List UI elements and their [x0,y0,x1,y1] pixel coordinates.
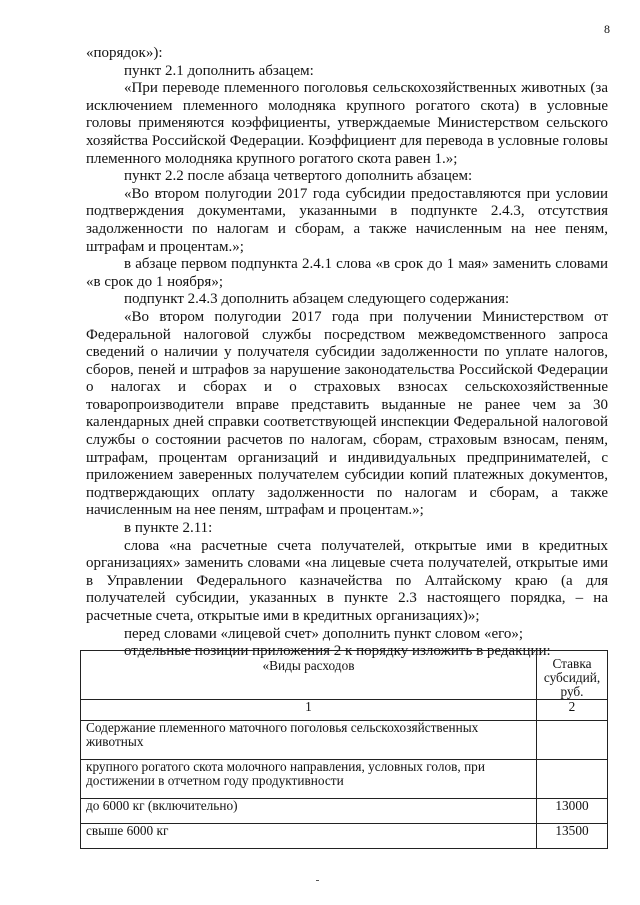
table-row [81,760,608,799]
table-cell: 13500 [537,824,608,849]
table-cell [537,760,608,799]
table-header-row [81,651,608,700]
paragraph: в пункте 2.11: [124,520,213,537]
header-cell-subsidy-rate: Ставка субсидий, руб. [537,651,608,700]
table-cell: 13000 [537,799,608,824]
table-column-numbers-row [81,700,608,721]
paragraph: «Во втором полугодии 2017 года при получении Министерством от Федеральной налоговой службы посредством межведомственного запроса сведений о наличии у получателя субсидии задолженности по уплате налогов, сборов, пеней и штрафов за нарушение законодательства Российской Федерации о налогах и сборах и о страховых взносах сельскохозяйственные товаропроизводители вправе представить выданные не ранее чем за 30 календарных дней справки соответствующей инспекции Федеральной налоговой службы о состоянии расчетов по налогам, сборам, страховым взносам, пеням, штрафам, процентам организаций и индивидуальных предпринимателей, с приложением заверенных получателем субсидии копий платежных документов, подтверждающих оплату задолженности по налогам и сборам, а также начисленным на нее пеням, штрафам и процентам.»; [86,308,608,519]
page-number: 8 [604,22,610,36]
header-cell-expense-types: «Виды расходов [81,651,537,700]
paragraph: «порядок»): [86,45,163,61]
table-cell: свыше 6000 кг [81,824,537,849]
table-row [81,799,608,824]
table-cell [537,721,608,760]
paragraph: «При переводе племенного поголовья сельскохозяйственных животных (за исключением племенного молодняка крупного рогатого скота) в условные головы применяются коэффициенты, утверждаемые Министерством сельского хозяйства Российской Федерации. Коэффициент для перевода в условные головы племенного молодняка крупного рогатого скота равен 1.»; [86,80,608,167]
paragraph: подпункт 2.4.3 дополнить абзацем следующего содержания: [124,291,510,308]
table-cell: до 6000 кг (включительно) [81,799,537,824]
paragraph: в абзаце первом подпункта 2.4.1 слова «в срок до 1 мая» заменить словами «в срок до 1 ноября»; [86,256,608,290]
expense-table [80,650,608,849]
column-number-cell: 1 [81,700,537,721]
table-row [81,721,608,760]
paragraph: отдельные позиции приложения 2 к порядку изложить в редакции: [124,643,551,660]
column-number-cell: 2 [537,700,608,721]
paragraph: пункт 2.2 после абзаца четвертого дополнить абзацем: [124,168,473,185]
paragraph: слова «на расчетные счета получателей, открытые ими в кредитных организациях» заменить словами «на лицевые счета получателей, открытые ими в Управлении Федерального казначейства по Алтайскому краю (а для получателей субсидии, указанных в пункте 2.3 настоящего порядка, – на расчетные счета, открытые ими в кредитных организациях)»; [86,537,608,624]
document-body [86,45,608,661]
paragraph: перед словами «лицевой счет» дополнить пункт словом «его»; [124,625,524,642]
scan-speck [316,880,319,881]
table-row [81,824,608,849]
table-cell: Содержание племенного маточного поголовья сельскохозяйственных животных [81,721,537,760]
paragraph: «Во втором полугодии 2017 года субсидии предоставляются при условии подтверждения документами, указанными в подпункте 2.4.3, отсутствия задолженности по налогам и сборам, а также начисленным на нее пеням, штрафам и процентам.»; [86,185,608,255]
paragraph: пункт 2.1 дополнить абзацем: [124,62,314,79]
table-cell: крупного рогатого скота молочного направления, условных голов, при достижении в отчетном году продуктивности [81,760,537,799]
